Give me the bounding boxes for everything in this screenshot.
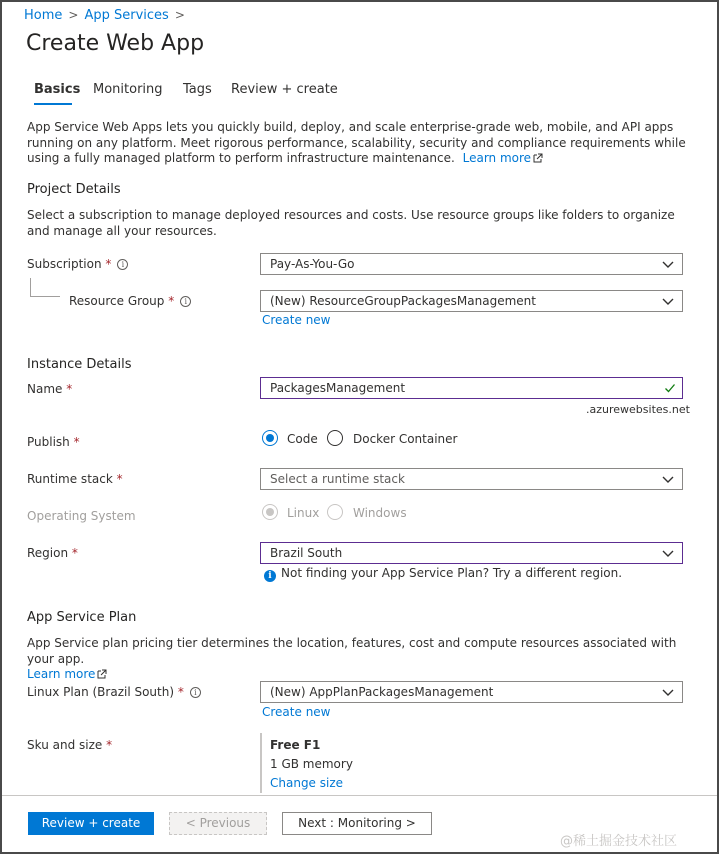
- resource-group-label-text: Resource Group: [69, 294, 165, 308]
- runtime-stack-label: [27, 472, 123, 486]
- previous-button: < Previous: [169, 812, 267, 835]
- subscription-dropdown[interactable]: [260, 253, 683, 275]
- sku-divider: [260, 733, 262, 793]
- required-mark: *: [106, 738, 113, 752]
- next-monitoring-button[interactable]: Next : Monitoring >: [282, 812, 432, 835]
- required-mark: *: [71, 546, 78, 560]
- tab-monitoring[interactable]: Monitoring: [93, 82, 163, 97]
- chevron-down-icon: [662, 474, 674, 484]
- runtime-stack-label-text: Runtime stack: [27, 472, 113, 486]
- region-label: [27, 546, 78, 560]
- sku-name: Free F1: [270, 738, 321, 752]
- os-windows-label: Windows: [353, 506, 407, 520]
- breadcrumb-home[interactable]: Home: [24, 8, 63, 23]
- region-dropdown[interactable]: [260, 542, 683, 564]
- required-mark: *: [116, 472, 123, 486]
- info-icon[interactable]: i: [190, 687, 201, 698]
- app-service-plan-description: [27, 636, 687, 683]
- sku-memory: 1 GB memory: [270, 757, 353, 771]
- breadcrumb-app-services[interactable]: App Services: [84, 8, 169, 23]
- project-details-description: Select a subscription to manage deployed resources and costs. Use resource groups like folders to organize and manage all your resources.: [27, 208, 675, 238]
- publish-label: [27, 435, 80, 449]
- active-tab-indicator: [34, 103, 72, 105]
- change-size-link[interactable]: Change size: [270, 776, 344, 790]
- app-service-plan-title: App Service Plan: [27, 610, 137, 625]
- review-create-button[interactable]: Review + create: [28, 812, 154, 835]
- runtime-stack-placeholder: Select a runtime stack: [270, 472, 405, 486]
- tab-bar: [26, 82, 346, 108]
- linux-plan-create-new-link[interactable]: Create new: [262, 705, 331, 719]
- resource-group-value: (New) ResourceGroupPackagesManagement: [270, 294, 536, 308]
- linux-plan-dropdown[interactable]: [260, 681, 683, 703]
- publish-code-label[interactable]: Code: [287, 432, 318, 446]
- os-linux-radio: [262, 504, 278, 520]
- app-service-plan-description-text: App Service plan pricing tier determines the location, features, cost and compute resources associated with your app.: [27, 636, 677, 666]
- publish-code-radio[interactable]: [262, 430, 278, 446]
- tree-connector: [30, 296, 60, 297]
- required-mark: *: [66, 382, 73, 396]
- breadcrumb: [24, 8, 191, 23]
- project-details-title: Project Details: [27, 182, 121, 197]
- chevron-down-icon: [662, 687, 674, 697]
- name-value: PackagesManagement: [270, 381, 406, 395]
- intro-learn-more-label: Learn more: [462, 151, 532, 165]
- required-mark: *: [105, 257, 112, 271]
- required-mark: *: [73, 435, 80, 449]
- watermark: @稀土掘金技术社区: [560, 834, 678, 849]
- info-icon[interactable]: i: [117, 259, 128, 270]
- name-domain-suffix: .azurewebsites.net: [586, 403, 690, 416]
- name-label-text: Name: [27, 382, 63, 396]
- tab-basics[interactable]: Basics: [34, 82, 81, 97]
- chevron-down-icon: [662, 259, 674, 269]
- chevron-down-icon: [662, 296, 674, 306]
- name-input[interactable]: [260, 377, 683, 399]
- publish-label-text: Publish: [27, 435, 70, 449]
- tab-review-create[interactable]: Review + create: [231, 82, 338, 97]
- operating-system-label: Operating System: [27, 509, 136, 523]
- region-notice-text: Not finding your App Service Plan? Try a different region.: [281, 566, 623, 580]
- publish-docker-label[interactable]: Docker Container: [353, 432, 458, 446]
- footer-divider: [2, 795, 717, 796]
- resource-group-dropdown[interactable]: [260, 290, 683, 312]
- region-value: Brazil South: [270, 546, 343, 560]
- tree-connector: [30, 278, 31, 296]
- tab-tags[interactable]: Tags: [183, 82, 212, 97]
- os-windows-radio: [327, 504, 343, 520]
- instance-details-title: Instance Details: [27, 357, 132, 372]
- chevron-right-icon: >: [68, 8, 79, 22]
- plan-learn-more-link[interactable]: [27, 667, 107, 681]
- sku-size-label-text: Sku and size: [27, 738, 103, 752]
- checkmark-icon: [664, 382, 676, 394]
- os-linux-label: Linux: [287, 506, 320, 520]
- subscription-value: Pay-As-You-Go: [270, 257, 355, 271]
- publish-docker-radio[interactable]: [327, 430, 343, 446]
- info-icon[interactable]: i: [180, 296, 191, 307]
- linux-plan-label: [27, 685, 201, 699]
- page-title: Create Web App: [26, 31, 205, 56]
- region-notice: [264, 566, 622, 582]
- chevron-right-icon: >: [174, 8, 185, 22]
- sku-size-label: [27, 738, 112, 752]
- plan-learn-more-label: Learn more: [27, 667, 96, 681]
- linux-plan-label-text: Linux Plan (Brazil South): [27, 685, 175, 699]
- external-link-icon: [533, 153, 543, 163]
- info-filled-icon: i: [264, 570, 276, 582]
- resource-group-label: [69, 294, 191, 308]
- required-mark: *: [177, 685, 184, 699]
- chevron-down-icon: [662, 548, 674, 558]
- region-label-text: Region: [27, 546, 69, 560]
- intro-description: [27, 120, 687, 167]
- subscription-label: [27, 257, 128, 271]
- linux-plan-value: (New) AppPlanPackagesManagement: [270, 685, 494, 699]
- intro-text: App Service Web Apps lets you quickly build, deploy, and scale enterprise-grade web, mobile, and API apps running on any platform. Meet rigorous performance, scalability, security and compliance requirements while using a fully managed platform to perform infrastructure maintenance.: [27, 120, 686, 165]
- resource-group-create-new-link[interactable]: Create new: [262, 313, 331, 327]
- runtime-stack-dropdown[interactable]: [260, 468, 683, 490]
- subscription-label-text: Subscription: [27, 257, 102, 271]
- required-mark: *: [168, 294, 175, 308]
- intro-learn-more-link[interactable]: [463, 151, 543, 165]
- external-link-icon: [97, 669, 107, 679]
- name-label: [27, 382, 72, 396]
